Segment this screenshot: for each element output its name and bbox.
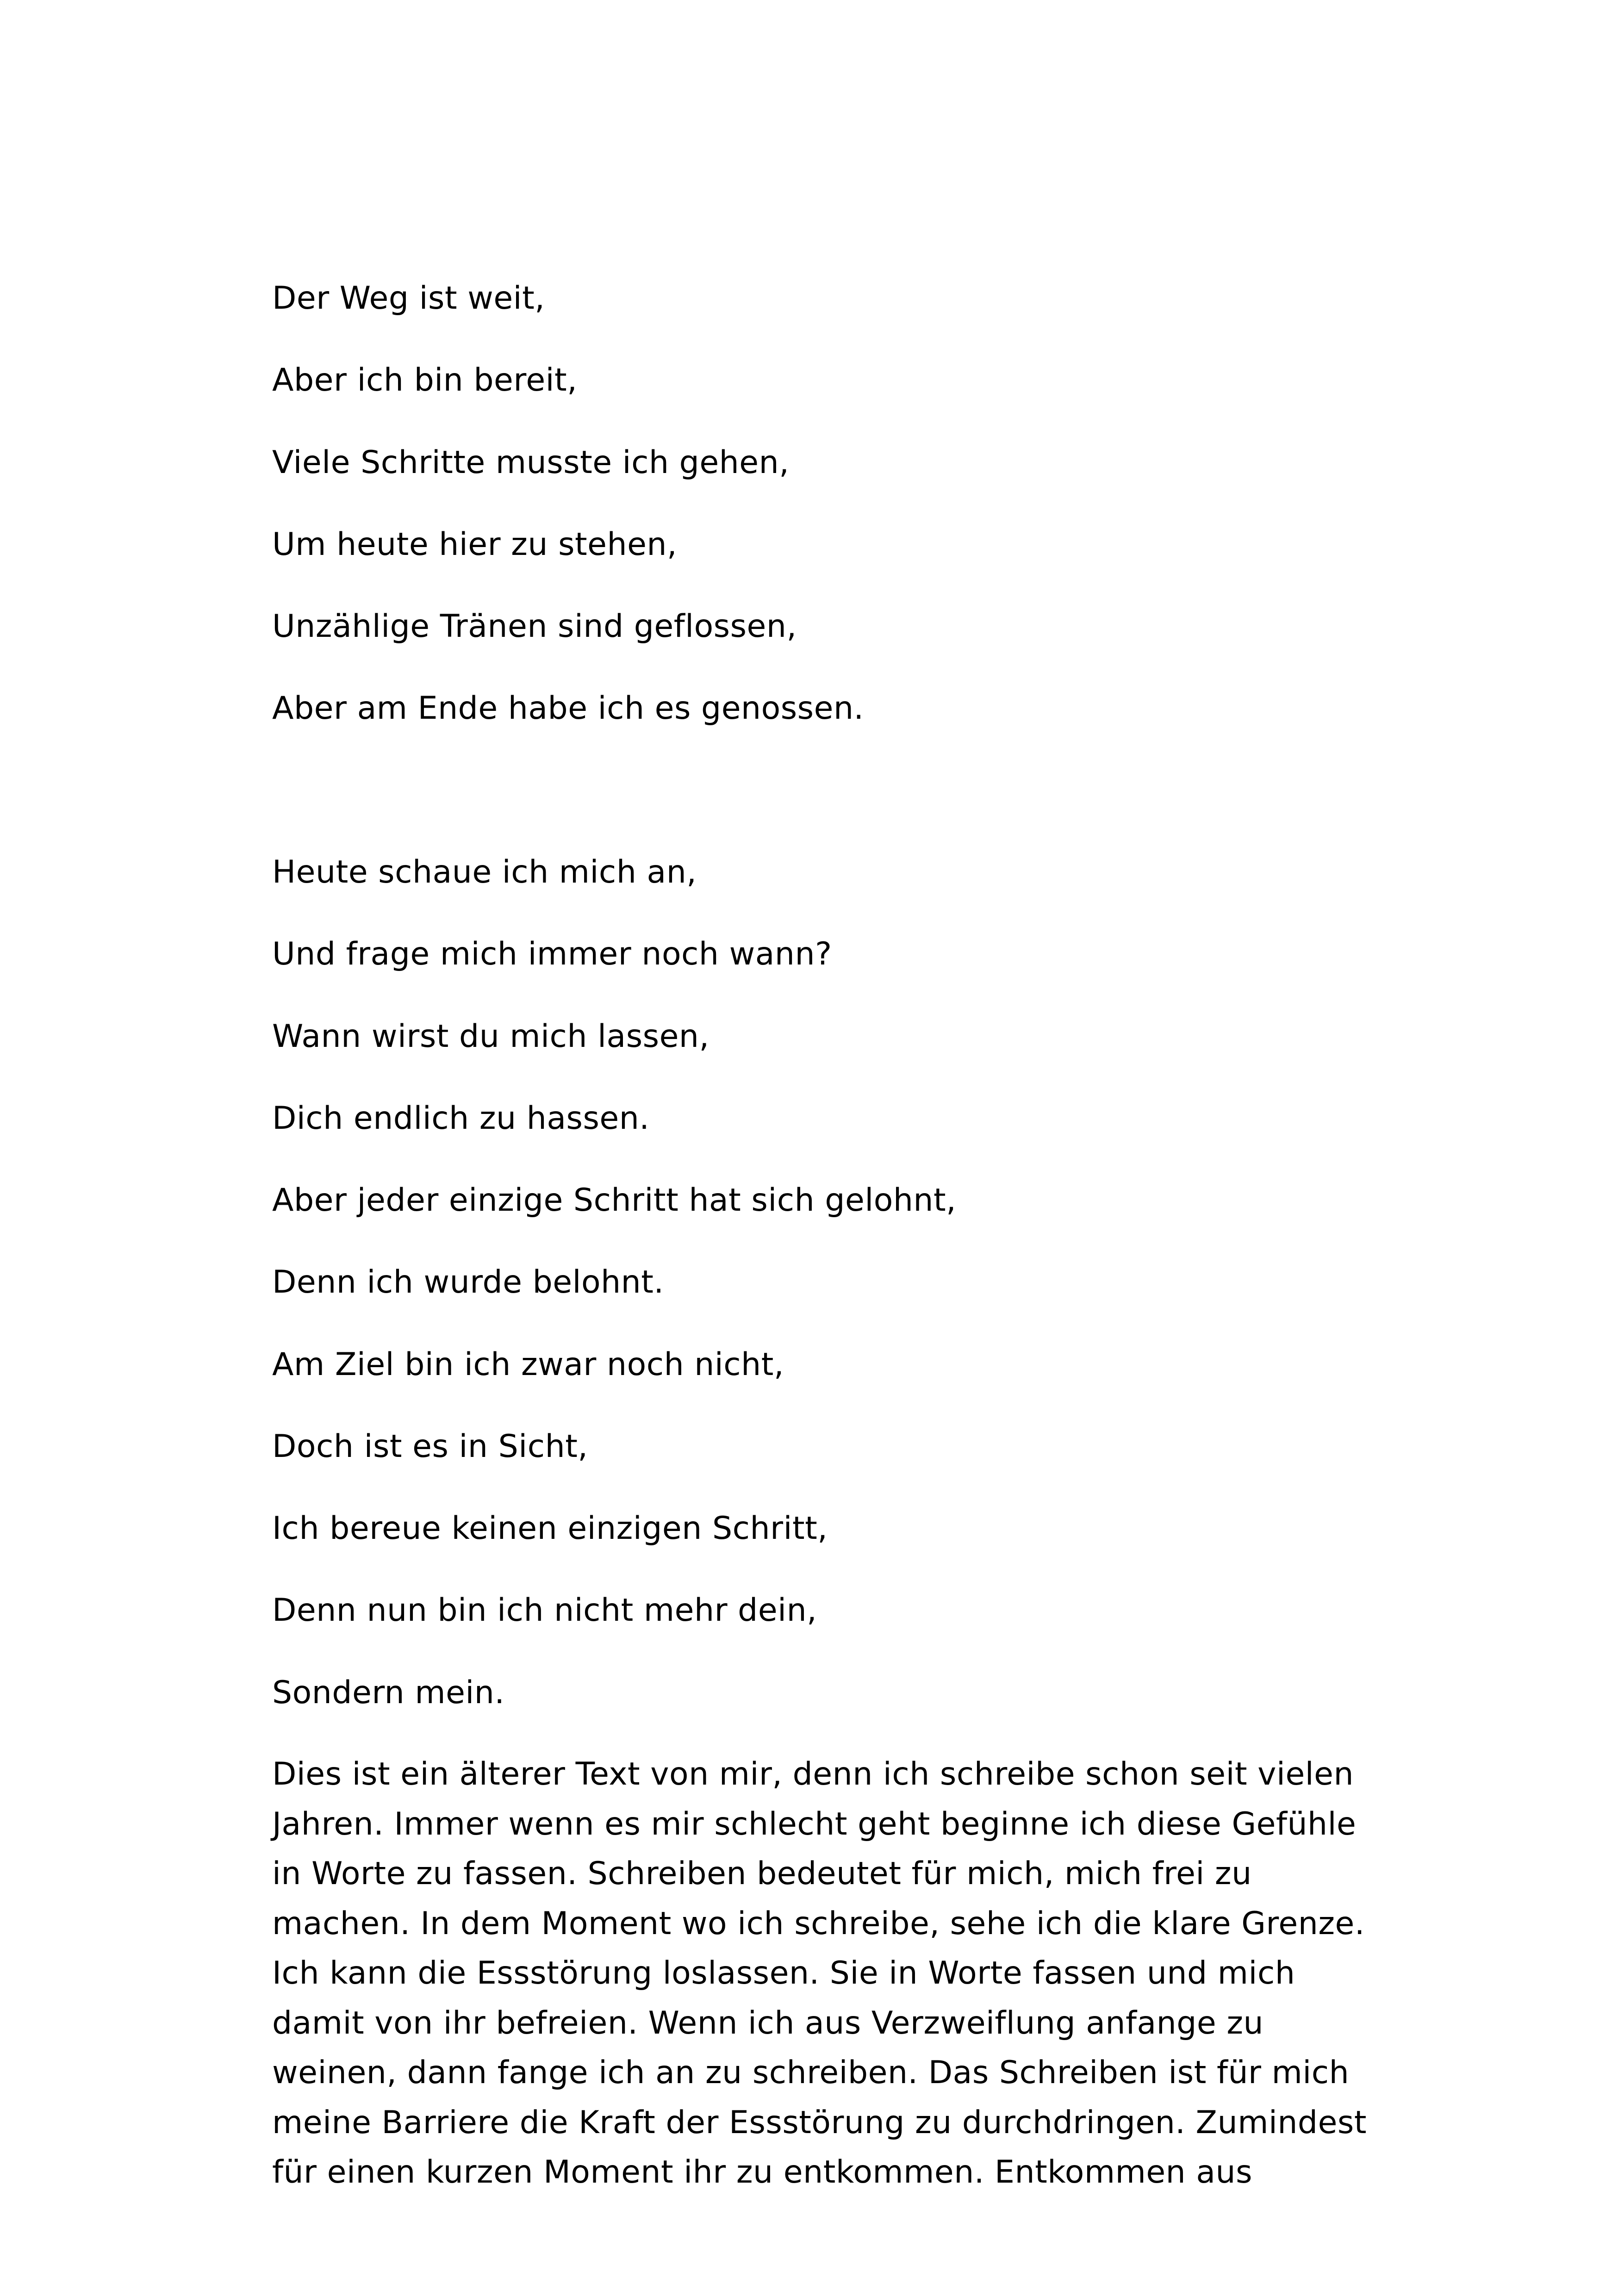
prose-line: Dies ist ein älterer Text von mir, denn ich schreibe schon seit vielen	[272, 1756, 1354, 1792]
poem-line: Unzählige Tränen sind geflossen,	[272, 608, 797, 645]
prose-line: weinen, dann fange ich an zu schreiben. Das Schreiben ist für mich	[272, 2054, 1350, 2091]
poem-line: Dich endlich zu hassen.	[272, 1100, 650, 1137]
poem-line: Denn ich wurde belohnt.	[272, 1264, 664, 1300]
prose-line: für einen kurzen Moment ihr zu entkommen. Entkommen aus	[272, 2154, 1253, 2190]
poem-line: Aber am Ende habe ich es genossen.	[272, 690, 864, 727]
prose-line: machen. In dem Moment wo ich schreibe, sehe ich die klare Grenze.	[272, 1905, 1365, 1942]
poem-line: Sondern mein.	[272, 1674, 505, 1711]
prose-line: Jahren. Immer wenn es mir schlecht geht beginne ich diese Gefühle	[272, 1805, 1357, 1842]
poem-line: Heute schaue ich mich an,	[272, 854, 697, 890]
poem-line: Am Ziel bin ich zwar noch nicht,	[272, 1346, 784, 1383]
prose-paragraph	[272, 1749, 1367, 2197]
prose-line: in Worte zu fassen. Schreiben bedeutet für mich, mich frei zu	[272, 1855, 1252, 1892]
poem-line: Der Weg ist weit,	[272, 280, 545, 317]
poem-line: Um heute hier zu stehen,	[272, 526, 678, 563]
poem-line: Aber ich bin bereit,	[272, 362, 578, 398]
prose-line: Ich kann die Essstörung loslassen. Sie in Worte fassen und mich	[272, 1955, 1295, 1991]
poem-line: Denn nun bin ich nicht mehr dein,	[272, 1592, 817, 1629]
poem-line: Aber jeder einzige Schritt hat sich gelohnt,	[272, 1182, 957, 1219]
poem-line: Viele Schritte musste ich gehen,	[272, 444, 790, 481]
prose-line: meine Barriere die Kraft der Essstörung zu durchdringen. Zumindest	[272, 2104, 1367, 2141]
prose-line: damit von ihr befreien. Wenn ich aus Verzweiflung anfange zu	[272, 2004, 1264, 2041]
poem-line: Doch ist es in Sicht,	[272, 1428, 588, 1465]
poem-line: Ich bereue keinen einzigen Schritt,	[272, 1510, 828, 1547]
poem-line: Wann wirst du mich lassen,	[272, 1018, 709, 1055]
poem-line: Und frage mich immer noch wann?	[272, 936, 832, 972]
